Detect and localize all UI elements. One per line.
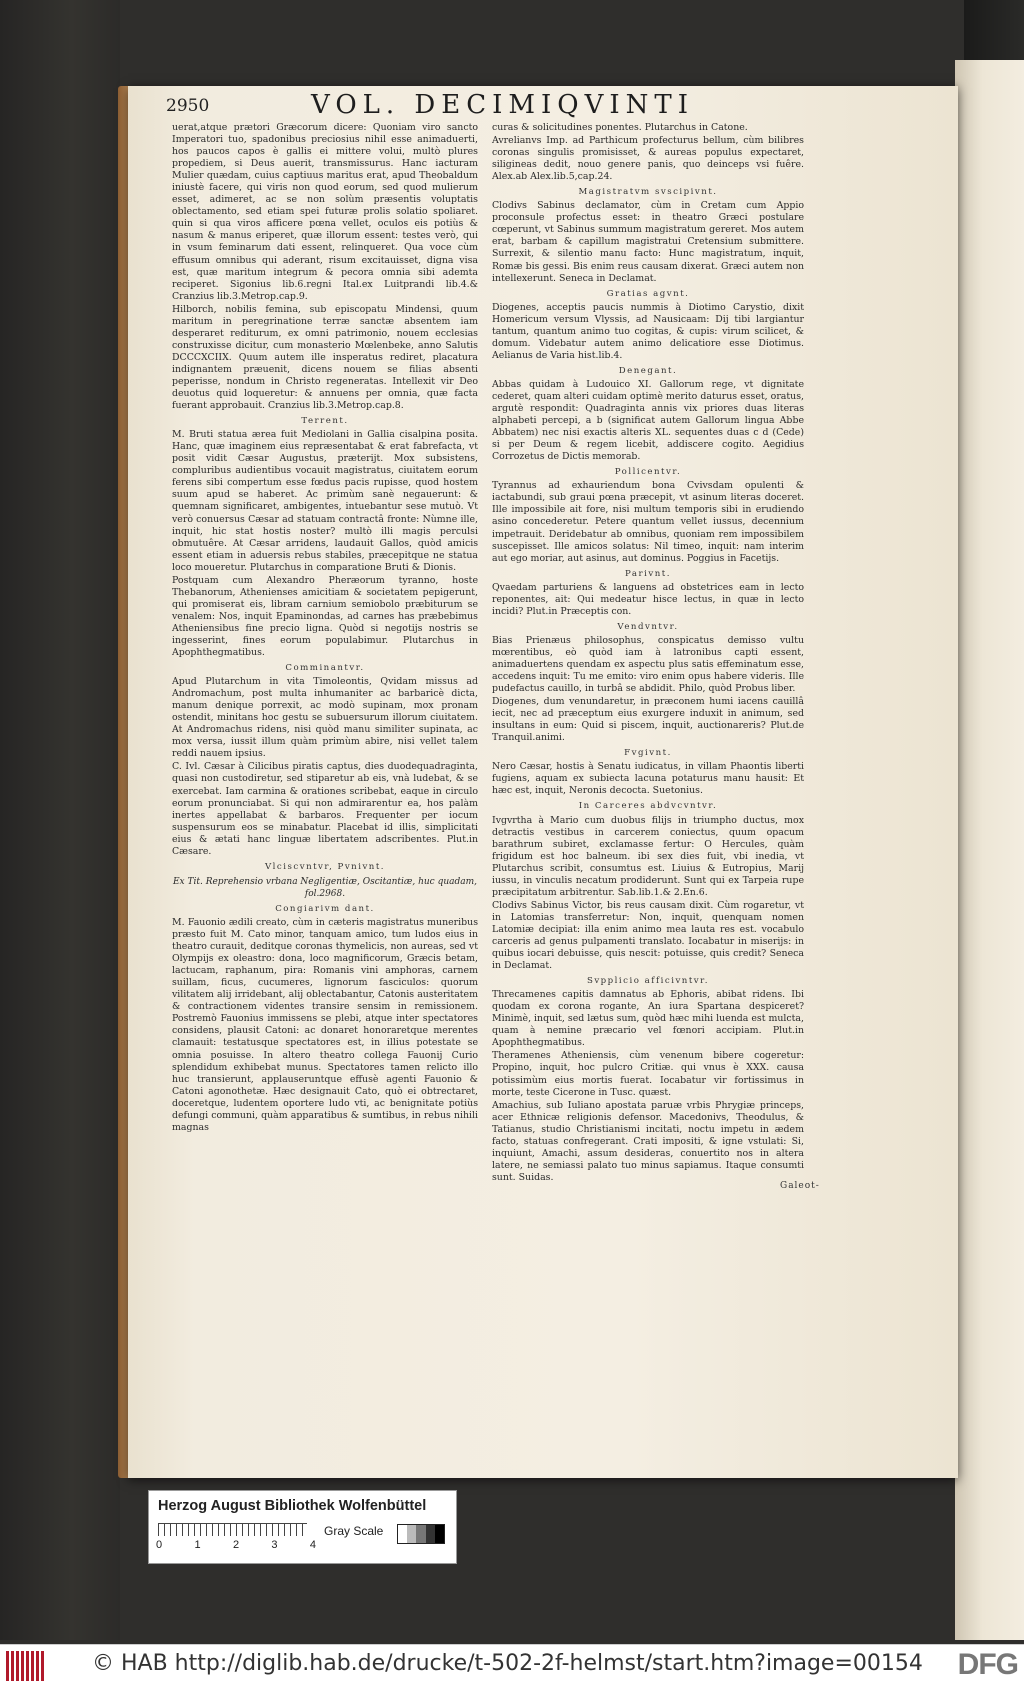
gray-swatch bbox=[426, 1525, 435, 1543]
scale-ruler bbox=[158, 1523, 307, 1536]
paragraph: M. Bruti statua ærea fuit Mediolani in Gallia cisalpina posita. Hanc, quæ imaginem eius repræsentabat & erat fabrefacta, vt posit vidit Cæsar Augustus, præterijt. Mox subsistens, compluribus audientibus vocauit magistratus, ciuitatem eorum ferens sibi compertum esse fœdus pacis rupisse, quod hostem suum apud se haberet. Ac primùm sanè negauerunt: & quemnam significaret, ambigentes, intuebantur sese mutuò. Vt verò conuersus Cæsar ad statuam contractâ fronte: Nùmne ille, inquit, hic stat hostis noster? multò illi magis perculsi obmutuêre. At Cæsar arridens, laudauit Gallos, quòd amicis essent etiam in aduersis rebus stabiles, præcepitque ne statua loco moueretur. Plutarchus in comparatione Bruti & Dionis. bbox=[172, 429, 478, 573]
paragraph: Theramenes Atheniensis, cùm venenum bibere cogeretur: Propino, inquit, hoc pulcro Critiæ. qui vnus è XXX. causa potissimùm eius mortis fuerat. Iocabatur vir fortissimus in morte, teste Cicerone in Tusc. quæst. bbox=[492, 1050, 804, 1098]
paragraph: M. Fauonio ædili creato, cùm in cæteris magistratus muneribus præsto fuit M. Cato minor, tanquam amico, tum ludos eius in theatro curauit, deditque coronas thymelicis, non aureas, sed vt Olympijs ex oleastro: dona, loco magnificorum, Græcis betam, lactucam, raphanum, pira: Romanis vini amphoras, carnem suillam, ficus, cucumeres, lignorum fasciculos: quorum vilitatem alij irridebant, alij oblectabantur, Catonis austeritatem & contractionem videntes transire sensim in remissionem. Postremò Fauonius immissens se plebi, atque inter spectatores considens, plausit Catoni: ac donaret honoraretque merentes clamauit: testatusque spectatores est, in illius potestate se omnia posuisse. In altero theatro collega Fauonij Curio splendidum exhibebat munus. Spectatores tamen relicto illo huc transierunt, applauseruntque effusè agenti Fauonio & Catoni agonothetæ. Hæc designauit Cato, quò ei obtrectaret, doceretque, ludentem oportere ludo vti, ac benignitate potiùs defungi communi, quàm apparatibus & sumtibus, in rebus nihili magnas bbox=[172, 917, 478, 1133]
section-heading: Terrent. bbox=[301, 416, 349, 427]
scale-number: 2 bbox=[232, 1539, 240, 1551]
right-column bbox=[492, 122, 804, 1185]
paragraph: Abbas quidam à Ludouico XI. Gallorum rege, vt dignitate cederet, quam alteri cuidam optimè merito daturus esset, oratus, argutè respondit: Quadraginta annis vix priores duas literas alphabeti percepi, a b (significat autem Gallorum lingua Abbe Abbatem) nec nisi exactis alteris XL. sequentes duas c d (Cede) si per Deum & regem licebit, addiscere cogito. Aegidius Corrozetus de Dictis memorab. bbox=[492, 378, 804, 463]
scale-number: 4 bbox=[309, 1539, 316, 1551]
hab-logo-icon bbox=[6, 1651, 46, 1681]
next-page-edge bbox=[955, 60, 1024, 1640]
color-calibration-bar bbox=[148, 1490, 457, 1564]
paragraph: Avrelianvs Imp. ad Parthicum profecturus bellum, cùm bilibres coronas singulis promisisset, & aureas populus expectaret, siligineas dedit, nouo genere panis, quo deinceps vsi fuêre. Alex.ab Alex.lib.5,cap.24. bbox=[492, 135, 804, 183]
paragraph: Qvaedam parturiens & languens ad obstetrices eam in lecto reponentes, ait: Qui medeatur hisce lectus, in quæ in lecto incidi? Plut.in Præceptis con. bbox=[492, 581, 804, 617]
section-heading: Pollicentvr. bbox=[614, 467, 682, 478]
paragraph: Ivgvrtha à Mario cum duobus filijs in triumpho ductus, mox detractis vestibus in carcerem coniectus, quum opacum barathrum subiret, exclamasse fertur: O Hercules, quàm frigidum est hoc balneum. ibi sex dies fuit, vbi inedia, vt Plutarchus scribit, consumtus est. Liuius & Eutropius, Marij iussu, in vinculis necatum prodiderunt. Sunt qui ex Tarpeia rupe præcipitatum arbitrentur. Sab.lib.1.& 2.En.6. bbox=[492, 814, 804, 898]
paragraph: C. Ivl. Cæsar à Cilicibus piratis captus, dies duodequadraginta, quasi non custodiretur, sed stiparetur ab eis, vnà ludebat, & se exercebat. Iam carmina & orationes scribebat, eaque in circulo eorum pronunciabat. Si qui non admirarentur ea, hos palàm inertes appellabat & barbaros. Frequenter per iocum suspensurum eos se minabatur. Placebat id illis, simplicitati eius & ætati hanc linguæ libertatem adscribentes. Plut.in Cæsare. bbox=[172, 761, 478, 857]
paragraph: Tyrannus ad exhauriendum bona Cvivsdam opulenti & iactabundi, sub graui pœna præcepit, vt asinum literas doceret. Ille impossibile ait fore, nisi multum temporis sibi in erudiendo asino concederetur. Petere quantum vellet iussus, decennium impetrauit. Deridebatur ab omnibus, quoniam rem impossibilem suscepisset. Ille amicos solatus: Nil timeo, inquit: nam interim aut ego moriar, aut asinus, aut dominus. Poggius in Facetijs. bbox=[492, 480, 804, 564]
section-heading: Denegant. bbox=[618, 365, 678, 376]
section-heading: Vendvntvr. bbox=[617, 621, 679, 632]
paragraph: curas & solicitudines ponentes. Plutarchus in Catone. bbox=[492, 122, 748, 133]
section-heading: Gratias agvnt. bbox=[606, 288, 690, 299]
section-heading: Congiarivm dant. bbox=[275, 903, 375, 914]
background-left bbox=[0, 0, 120, 1640]
scale-numbers bbox=[156, 1539, 316, 1551]
scale-number: 1 bbox=[194, 1539, 201, 1551]
footer-url[interactable]: © HAB http://diglib.hab.de/drucke/t-502-2f-helmst/start.htm?image=00154 bbox=[92, 1651, 923, 1676]
paragraph: Amachius, sub Iuliano apostata paruæ vrbis Phrygiæ princeps, acer Ethnicæ religionis defensor. Macedonivs, Theodulus, & Tatianus, studio Christianismi incitati, noctu impetu in ædem facto, statuas confregerant. Crati impositi, & igne vstulati: Si, inquiunt, Amachi, assum desideras, conuertito nos in altera latere, ne semiassi palato tuo minus sapiamus. Itaque consumti sunt. Suidas. bbox=[492, 1099, 804, 1183]
catchword: Galeot- bbox=[780, 1181, 820, 1191]
paragraph: Diogenes, dum venundaretur, in præconem humi iacens cauillâ iecit, nec ad præceptum eius exurgere induxit in animum, sed insultans in eum: Quid si piscem, inquit, auctionareris? Plut.de Tranquil.animi. bbox=[492, 696, 804, 744]
paragraph: Clodivs Sabinus Victor, bis reus causam dixit. Cùm rogaretur, vt in Latomias transferretur: Non, inquit, quenquam nomen Latomiæ decipiat: illa enim animo mea lauta res est. vocabulo carceris ad genus pulpamenti translato. Iocabatur in miserijs: in quibus iocari debuisse, quis nescit: potuisse, quis credit? Seneca in Declamat. bbox=[492, 899, 804, 972]
left-column bbox=[172, 122, 478, 1135]
gray-scale-label: Gray Scale bbox=[324, 1524, 384, 1538]
dfg-logo: DFG bbox=[957, 1648, 1018, 1681]
section-heading: Comminantvr. bbox=[285, 663, 365, 674]
gray-swatch bbox=[407, 1525, 416, 1543]
paragraph: Apud Plutarchum in vita Timoleontis, Qvidam missus ad Andromachum, post multa inhumaniter ac barbaricè dicta, manum denique porrexit, ac modò supinam, mox pronam ostendit, minitans hoc gestu se subuersurum illorum ciuitatem. At Andromachus ridens, nisi quòd manu similiter supinata, ac mox versa, iussit illum quàm primùm abire, nisi vellet talem reddi nauem ipsius. bbox=[172, 676, 478, 760]
paragraph: uerat,atque prætori Græcorum dicere: Quoniam viro sancto Imperatori tuo, spadonibus preciosius nihil esse animaduerti, hos paucos capos è gallis ei mittere volui, multò plures propediem, si Deus auerit, transmissurus. Hanc iacturam Mulier quædam, cuius captiuus maritus erat, apud Theobaldum iniustè facere, qui viris non quod eorum, sed quod mulierum esset, adimeret, ac se non solùm præsentis voluptatis oblectamento, sed etiam spei futuræ prolis solatio spoliaret. quin si qua viros afficere pœna vellet, oculos eis potiùs & nasum & manus eriperet, quæ illorum essent: testes verò, qui in vsum feminarum dati essent, relinqueret. Qua voce cùm effusum omnibus qui aderant, risum excitauisset, digna visa est, quæ maritum integrum & pecora omnia sibi ademta reciperet. Sigonius lib.6.regni Ital.ex Luitprandi lib.4.& Cranzius lib.3.Metrop.cap.9. bbox=[172, 122, 478, 302]
cross-reference: Ex Tit. Reprehensio vrbana Negligentiæ, Oscitantiæ, huc quadam, fol.2968. bbox=[172, 876, 478, 899]
section-heading: Magistratvm svscipivnt. bbox=[578, 187, 718, 198]
paragraph: Bias Prienæus philosophus, conspicatus demisso vultu mœrentibus, eò quòd iam à latronibus capti essent, animaduertens quendam ex aspectu plus satis effeminatum esse, accedens inquit: Tu me emito: viro enim opus habere videris. Ille pudefactus cauillo, in turbâ se abdidit. Philo, quòd Probus liber. bbox=[492, 634, 804, 695]
scale-number: 3 bbox=[271, 1539, 278, 1551]
section-heading: Vlciscvntvr, Pvnivnt. bbox=[264, 861, 386, 872]
running-head: VOL. DECIMIQVINTI bbox=[311, 90, 695, 120]
paragraph: Postquam cum Alexandro Pheræorum tyranno, hoste Thebanorum, Athenienses amicitiam & societatem pepigerunt, qui promiserat eis, libram carnium semiobolo præbiturum se venalem: Nos, inquit Epaminondas, ad carnes has præbebimus Atheniensibus fine precio ligna. Quòd si negotijs nostris se ingesserint, fines eorum populabimur. Plutarchus in Apophthegmatibus. bbox=[172, 574, 478, 659]
gray-swatch bbox=[416, 1525, 425, 1543]
gray-swatch bbox=[398, 1525, 407, 1543]
gray-swatch bbox=[435, 1525, 444, 1543]
scale-number: 0 bbox=[156, 1539, 163, 1551]
section-heading: In Carceres abdvcvntvr. bbox=[578, 801, 718, 812]
page-number: 2950 bbox=[166, 96, 210, 116]
paragraph: Nero Cæsar, hostis à Senatu iudicatus, in villam Phaontis liberti fugiens, aquam ex subiecta lacuna potaturus manu hausit: Et hæc est, inquit, Neronis decocta. Suetonius. bbox=[492, 761, 804, 797]
section-heading: Svpplicio afficivntvr. bbox=[586, 976, 710, 987]
gray-scale-swatches bbox=[397, 1524, 445, 1544]
library-name: Herzog August Bibliothek Wolfenbüttel bbox=[158, 1498, 427, 1514]
paragraph: Hilborch, nobilis femina, sub episcopatu Mindensi, quum maritum in peregrinatione terræ sanctæ absentem iam desperaret rediturum, ex omni patrimonio, nouem ecclesias construxisse dicitur, cum monasterio Mœlenbeke, anno Salutis DCCCXCIIX. Quum autem ille insperatus rediret, placatura indignantem præuenit, dicens nouem se filias absenti peperisse, nondum in Christo regeneratas. Intellexit vir Deo deuotus quid loqueretur: & annuens per omnia, quæ facta fuerant approbauit. Cranzius lib.3.Metrop.cap.8. bbox=[172, 303, 478, 412]
footer-bar bbox=[0, 1644, 1024, 1687]
section-heading: Fvgivnt. bbox=[624, 748, 672, 759]
paragraph: Diogenes, acceptis paucis nummis à Diotimo Carystio, dixit Homericum versum Vlyssis, ad Nausicaam: Dij tibi largiantur tantum, quantum animo tuo cogitas, & cupis: virum scilicet, & domum. Videbatur autem animo delicatiore esse Diotimus. Aelianus de Varia hist.lib.4. bbox=[492, 301, 804, 361]
paragraph: Threcamenes capitis damnatus ab Ephoris, abibat ridens. Ibi quodam ex corona rogante, An iura Spartana despiceret? Minimè, inquit, sed lætus sum, quòd hæc mihi luenda est mulcta, quam à nemine præcario vel fœnori accipiam. Plut.in Apophthegmatibus. bbox=[492, 989, 804, 1049]
paragraph: Clodivs Sabinus declamator, cùm in Cretam cum Appio proconsule profectus esset: in theatro Græci postulare cœperunt, vt Sabinus summum magistratum gereret. Mos autem erat, barbam & capillum magistratui Cretensium submittere. Surrexit, & silentio manu facto: Hunc magistratum, inquit, Romæ bis gessi. Bis enim reus causam dixerat. Græci autem non intellexerunt. Seneca in Declamat. bbox=[492, 200, 804, 284]
section-heading: Parivnt. bbox=[625, 568, 671, 579]
